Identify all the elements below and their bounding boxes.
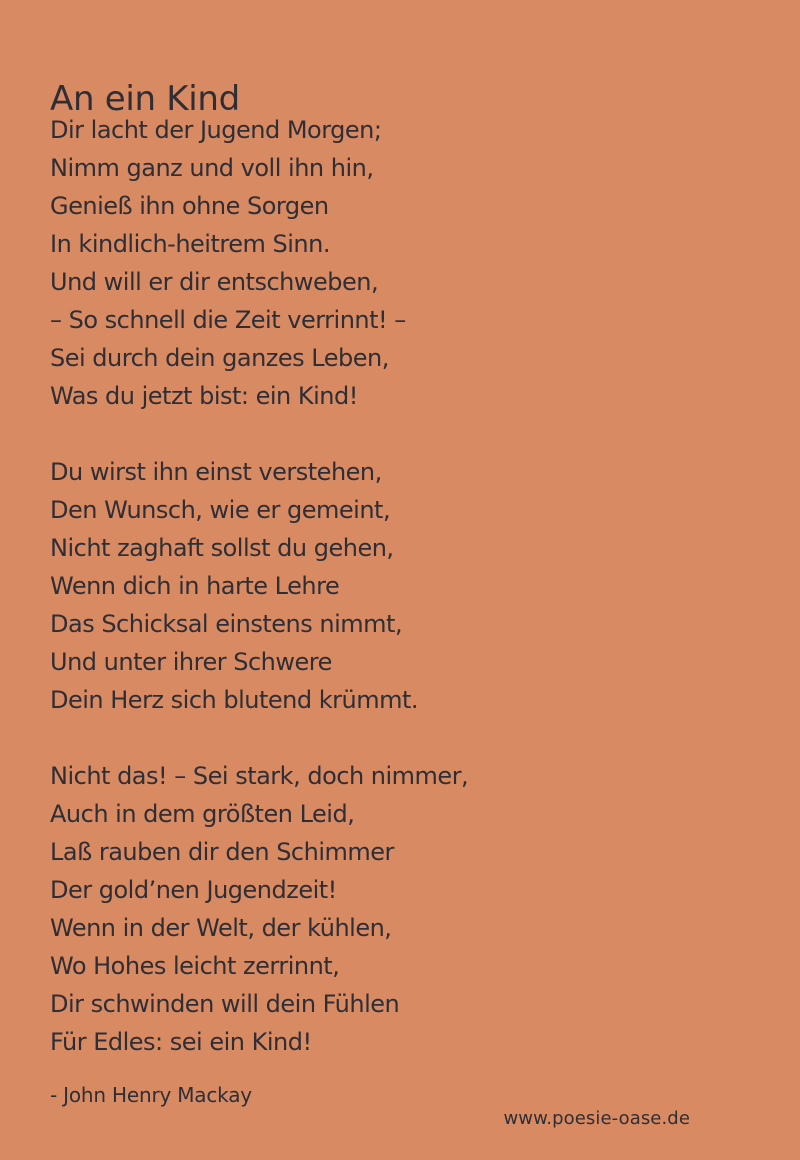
poem-line: Nicht zaghaft sollst du gehen,: [50, 534, 394, 562]
poem-line: Nimm ganz und voll ihn hin,: [50, 154, 374, 182]
poem-title: An ein Kind: [50, 78, 240, 119]
stanza-3: [50, 757, 770, 1061]
stanza-1: [50, 111, 770, 415]
poem-body: [50, 111, 770, 1061]
poem-line: Laß rauben dir den Schimmer: [50, 838, 394, 866]
poem-line: Du wirst ihn einst verstehen,: [50, 458, 382, 486]
poem-line: Der gold’nen Jugendzeit!: [50, 876, 337, 904]
poem-line: Für Edles: sei ein Kind!: [50, 1028, 312, 1056]
poem-line: Genieß ihn ohne Sorgen: [50, 192, 329, 220]
poem-line: Dein Herz sich blutend krümmt.: [50, 686, 419, 714]
poem-line: Das Schicksal einstens nimmt,: [50, 610, 403, 638]
poem-line: Und unter ihrer Schwere: [50, 648, 332, 676]
poem-line: Auch in dem größten Leid,: [50, 800, 355, 828]
poem-line: Wenn dich in harte Lehre: [50, 572, 340, 600]
poem-line: Den Wunsch, wie er gemeint,: [50, 496, 391, 524]
poem-line: Und will er dir entschweben,: [50, 268, 379, 296]
poem-author: - John Henry Mackay: [50, 1083, 252, 1107]
website-url: www.poesie-oase.de: [503, 1108, 690, 1129]
poem-line: Wenn in der Welt, der kühlen,: [50, 914, 392, 942]
poem-line: – So schnell die Zeit verrinnt! –: [50, 306, 406, 334]
stanza-spacer: [50, 719, 770, 757]
poem-line: Was du jetzt bist: ein Kind!: [50, 382, 358, 410]
poem-line: Dir schwinden will dein Fühlen: [50, 990, 400, 1018]
poem-line: Sei durch dein ganzes Leben,: [50, 344, 389, 372]
poem-line: Nicht das! – Sei stark, doch nimmer,: [50, 762, 469, 790]
poem-line: Dir lacht der Jugend Morgen;: [50, 116, 382, 144]
poem-line: In kindlich-heitrem Sinn.: [50, 230, 330, 258]
poem-line: Wo Hohes leicht zerrinnt,: [50, 952, 340, 980]
stanza-2: [50, 453, 770, 719]
stanza-spacer: [50, 415, 770, 453]
